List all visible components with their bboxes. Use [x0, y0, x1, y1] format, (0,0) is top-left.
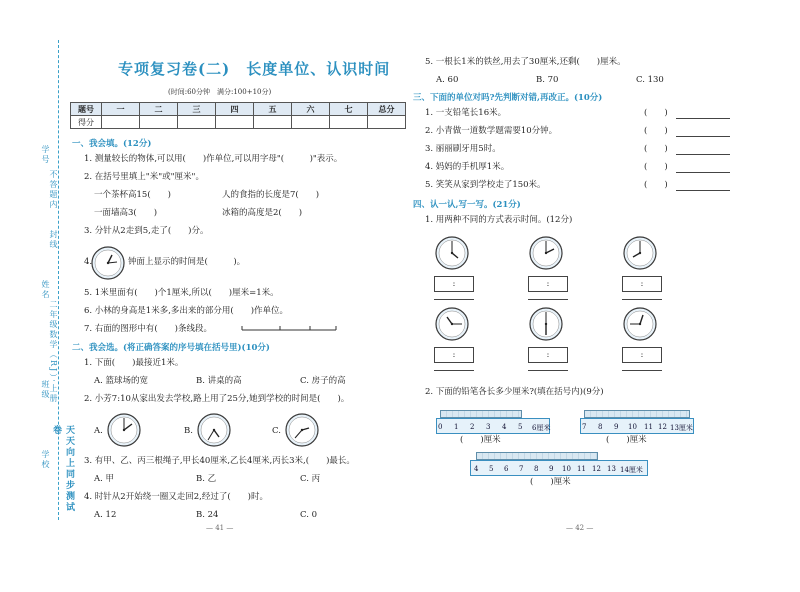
judge-answer-3[interactable]: ( ) [644, 144, 668, 154]
question-2a: 一个茶杯高15( ) [94, 190, 171, 200]
choice-4c: C. 0 [300, 510, 318, 520]
choice-4a: A. 12 [94, 510, 117, 520]
ruler-tick-label: 9 [614, 423, 619, 431]
ruler-tick-label: 12 [658, 423, 667, 431]
choice-question-1: 1. 下面( )最接近1米。 [84, 358, 184, 368]
ruler-tick-label: 12 [592, 465, 601, 473]
clock-icon [90, 245, 126, 281]
choice-1c: C. 房子的高 [300, 376, 346, 386]
ruler-tick-label: 13 [607, 465, 616, 473]
score-row-label: 得分 [71, 116, 102, 129]
score-header-cell: 题号 [71, 103, 102, 116]
choice-2b-label: B. [184, 426, 193, 436]
question-3: 3. 分针从2走到5,走了( )分。 [84, 226, 209, 236]
score-header-cell: 六 [292, 103, 330, 116]
side-label-grade: 二年级数学（RJ）·上册 [49, 300, 58, 404]
judge-2: 2. 小青做一道数学题需要10分钟。 [425, 126, 558, 136]
ruler-tick-label: 7 [582, 423, 587, 431]
ruler-tick-label: 11 [577, 465, 586, 473]
ruler-tick-label: 8 [534, 465, 539, 473]
choice-1b: B. 讲桌的高 [196, 376, 242, 386]
choice-2a-label: A. [94, 426, 103, 436]
choice-question-3: 3. 有甲、乙、丙三根绳子,甲长40厘米,乙长4厘米,丙长3米,( )最长。 [84, 456, 355, 466]
ruler-tick-label: 2 [470, 423, 475, 431]
question-2c: 一面墙高3( ) [94, 208, 158, 218]
score-cell[interactable] [140, 116, 178, 129]
choice-5b: B. 70 [536, 75, 559, 85]
pencil-2-answer[interactable]: ( )厘米 [606, 435, 647, 445]
clock-icon [622, 306, 658, 342]
ruler-tick-label: 5 [489, 465, 494, 473]
clock-icon [434, 235, 470, 271]
clock-icon [528, 235, 564, 271]
ruler-tick-label: 6厘米 [532, 424, 551, 432]
page-number-left: — 41 — [206, 524, 234, 532]
ruler-tick-label: 10 [628, 423, 637, 431]
choice-1a: A. 篮球场的宽 [94, 376, 149, 386]
time-box[interactable]: : [434, 276, 474, 292]
score-header-cell: 四 [216, 103, 254, 116]
correction-line[interactable] [676, 136, 730, 137]
time-box[interactable]: : [434, 347, 474, 363]
score-cell[interactable] [368, 116, 406, 129]
ruler-tick-label: 4 [502, 423, 507, 431]
judge-3: 3. 丽丽刷牙用5时。 [425, 144, 501, 154]
time-box[interactable]: : [622, 347, 662, 363]
section-heading-choose: 二、我会选。(将正确答案的序号填在括号里)(10分) [72, 343, 270, 353]
ruler-tick-label: 8 [598, 423, 603, 431]
question-2: 2. 在括号里填上"米"或"厘米"。 [84, 172, 204, 182]
question-5: 5. 1米里面有( )个1厘米,所以( )厘米=1米。 [84, 288, 279, 298]
recognize-question-2: 2. 下面的铅笔各长多少厘米?(填在括号内)(9分) [425, 387, 604, 397]
question-4: 钟面上显示的时间是( )。 [128, 257, 246, 267]
score-cell[interactable] [254, 116, 292, 129]
pencil-3-answer[interactable]: ( )厘米 [530, 477, 571, 487]
section-heading-fill: 一、我会填。(12分) [72, 139, 152, 149]
choice-3a: A. 甲 [94, 474, 115, 484]
ruler-tick-label: 5 [518, 423, 523, 431]
choice-5a: A. 60 [436, 75, 459, 85]
exam-time-info: (时间:60分钟 满分:100+10分) [168, 88, 272, 96]
side-label-student-id: 学号 [41, 145, 50, 165]
side-label-name: 姓名 [41, 280, 50, 300]
choice-3b: B. 乙 [196, 474, 217, 484]
score-header-cell: 七 [330, 103, 368, 116]
question-1: 1. 测量较长的物体,可以用( )作单位,可以用字母"( )"表示。 [84, 154, 343, 164]
choice-4b: B. 24 [196, 510, 219, 520]
answer-line[interactable] [528, 299, 568, 300]
score-header-cell: 二 [140, 103, 178, 116]
ruler-tick-label: 7 [519, 465, 524, 473]
answer-line[interactable] [622, 370, 662, 371]
pencil-3 [476, 452, 598, 460]
score-header-cell: 总分 [368, 103, 406, 116]
pencil-1-answer[interactable]: ( )厘米 [460, 435, 501, 445]
clock-icon [284, 412, 320, 448]
ruler-tick-label: 9 [549, 465, 554, 473]
clock-icon [434, 306, 470, 342]
question-4-number: 4. [84, 257, 93, 267]
ruler-tick-label: 10 [562, 465, 571, 473]
page-number-right: — 42 — [566, 524, 594, 532]
question-6: 6. 小林的身高是1米多,多出来的部分用( )作单位。 [84, 306, 289, 316]
ruler-tick-label: 1 [454, 423, 459, 431]
clock-icon [196, 412, 232, 448]
page-title: 专项复习卷(二) 长度单位、认识时间 [118, 60, 391, 78]
judge-1: 1. 一支铅笔长16米。 [425, 108, 507, 118]
line-segment-figure [240, 322, 340, 334]
score-cell[interactable] [216, 116, 254, 129]
section-heading-judge: 三、下面的单位对吗?先判断对错,再改正。(10分) [413, 93, 603, 103]
score-header-cell: 三 [178, 103, 216, 116]
answer-line[interactable] [434, 299, 474, 300]
question-2b: 人的食指的长度是7( ) [222, 190, 320, 200]
question-2d: 冰箱的高度是2( ) [222, 208, 303, 218]
score-cell[interactable] [330, 116, 368, 129]
correction-line[interactable] [676, 190, 730, 191]
side-label-seal-line: 封线 [49, 230, 58, 250]
answer-line[interactable] [622, 299, 662, 300]
choice-3c: C. 丙 [300, 474, 321, 484]
question-7: 7. 右面的图形中有( )条线段。 [84, 324, 212, 334]
ruler-tick-label: 13厘米 [670, 424, 693, 432]
side-label-no-answer: 不答题内 [49, 170, 58, 210]
score-header-cell: 一 [102, 103, 140, 116]
side-label-series: 天天向上同步测试卷 [51, 425, 74, 513]
answer-line[interactable] [528, 370, 568, 371]
side-label-school: 学校 [41, 450, 50, 470]
correction-line[interactable] [676, 118, 730, 119]
ruler-tick-label: 6 [504, 465, 509, 473]
pencil-2 [584, 410, 690, 418]
score-cell[interactable] [292, 116, 330, 129]
clock-icon [528, 306, 564, 342]
score-table [70, 102, 406, 129]
choice-question-4: 4. 时针从2开始绕一圈又走回2,经过了( )时。 [84, 492, 268, 502]
judge-4: 4. 妈妈的手机厚1米。 [425, 162, 510, 172]
choice-5c: C. 130 [636, 75, 664, 85]
ruler-tick-label: 0 [438, 423, 443, 431]
judge-answer-4[interactable]: ( ) [644, 162, 668, 172]
score-cell[interactable] [102, 116, 140, 129]
clock-icon [106, 412, 142, 448]
choice-2c-label: C. [272, 426, 281, 436]
time-box[interactable]: : [528, 276, 568, 292]
section-heading-recognize: 四、认一认,写一写。(21分) [413, 200, 521, 210]
choice-question-5: 5. 一根长1米的铁丝,用去了30厘米,还剩( )厘米。 [425, 57, 626, 67]
pencil-1 [440, 410, 522, 418]
ruler-tick-label: 11 [644, 423, 653, 431]
ruler-tick-label: 3 [486, 423, 491, 431]
time-box[interactable]: : [622, 276, 662, 292]
judge-answer-5[interactable]: ( ) [644, 180, 668, 190]
score-cell[interactable] [178, 116, 216, 129]
clock-icon [622, 235, 658, 271]
correction-line[interactable] [676, 154, 730, 155]
ruler-tick-label: 14厘米 [620, 466, 643, 474]
ruler-tick-label: 4 [474, 465, 479, 473]
binding-strip [18, 40, 74, 520]
judge-5: 5. 笑笑从家到学校走了150米。 [425, 180, 546, 190]
score-header-cell: 五 [254, 103, 292, 116]
correction-line[interactable] [676, 172, 730, 173]
side-label-class: 班级 [41, 380, 50, 400]
judge-answer-1[interactable]: ( ) [644, 108, 668, 118]
recognize-question-1: 1. 用两种不同的方式表示时间。(12分) [425, 215, 573, 225]
answer-line[interactable] [434, 370, 474, 371]
choice-question-2: 2. 小芳7:10从家出发去学校,路上用了25分,她到学校的时间是( )。 [84, 394, 350, 404]
judge-answer-2[interactable]: ( ) [644, 126, 668, 136]
time-box[interactable]: : [528, 347, 568, 363]
